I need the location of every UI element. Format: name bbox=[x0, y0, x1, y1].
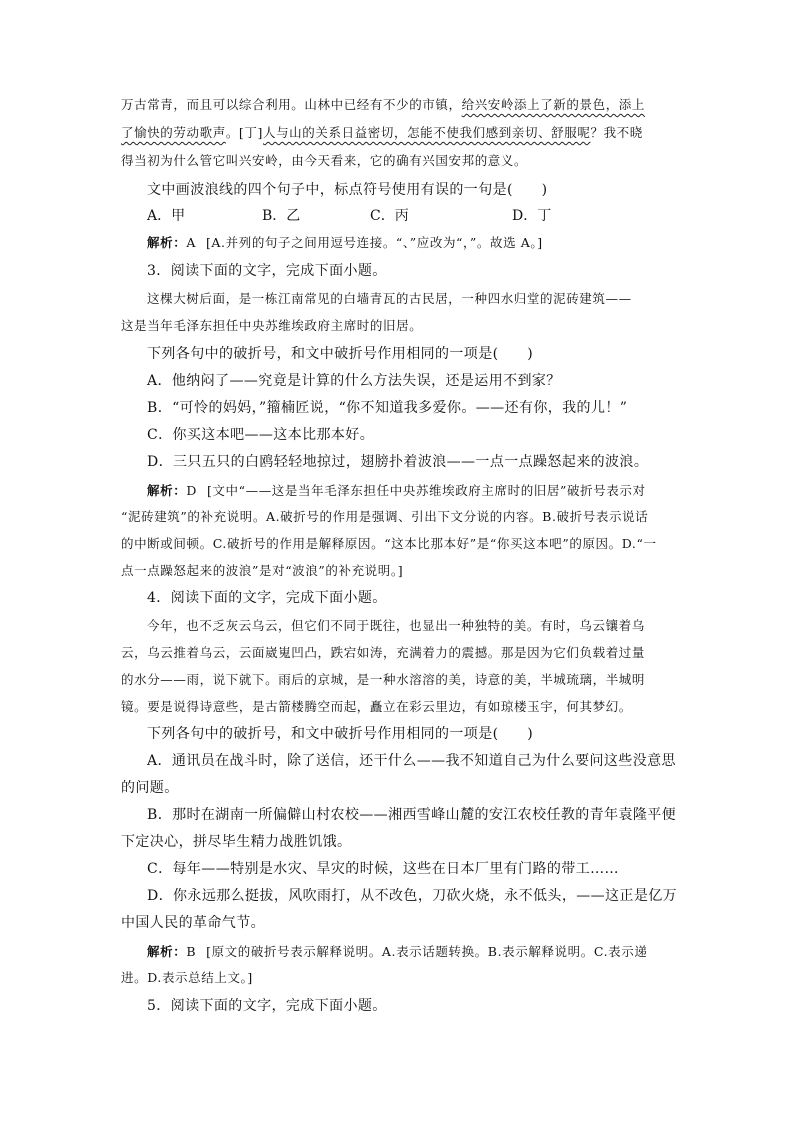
question-5-heading: 5．阅读下面的文字，完成下面小题。 bbox=[147, 998, 387, 1014]
q4-option-a-line-1: A．通讯员在战斗时，除了送信，还干什么——我不知道自己为什么要问这些没意思 bbox=[147, 753, 676, 769]
question-4-stem: 下列各句中的破折号，和文中破折号作用相同的一项是( ) bbox=[147, 726, 534, 742]
analysis-answer: B bbox=[186, 944, 197, 959]
passage-line-2 bbox=[121, 124, 643, 142]
passage-text: ？我不晓 bbox=[590, 125, 643, 140]
q2-option-c: C．丙 bbox=[370, 208, 409, 224]
q4-passage-line-4: 镜。要是说得诗意些，是古箭楼腾空而起，矗立在彩云里边，有如琼楼玉宇，何其梦幻。 bbox=[121, 699, 632, 714]
q3-passage-line-1: 这棵大树后面，是一栋江南常见的白墙青瓦的古民居，一种四水归堂的泥砖建筑—— bbox=[147, 291, 632, 306]
q3-option-a: A．他纳闷了——究竟是计算的什么方法失误，还是运用不到家？ bbox=[147, 373, 561, 389]
q4-passage-line-1: 今年，也不乏灰云乌云，但它们不同于既往，也显出一种独特的美。有时，乌云镶着乌 bbox=[147, 618, 645, 633]
passage-text: 。[丁] bbox=[225, 125, 263, 140]
question-3-stem: 下列各句中的破折号，和文中破折号作用相同的一项是( ) bbox=[147, 346, 534, 362]
analysis-label: 解析： bbox=[147, 235, 187, 250]
question-3-heading: 3．阅读下面的文字，完成下面小题。 bbox=[147, 263, 387, 279]
q4-option-b-line-2: 下定决心，拼尽毕生精力战胜饥饿。 bbox=[121, 834, 352, 850]
q4-passage-line-3: 的水分——雨，说下就下。雨后的京城，是一种水溶溶的美，诗意的美，半城琉璃，半城明 bbox=[121, 672, 646, 687]
q4-passage-line-2: 云，乌云推着乌云，云面崴嵬凹凸，跌宕如涛，充满着力的震撼。那是因为它们负载着过量 bbox=[121, 645, 646, 660]
q3-passage-line-2: 这是当年毛泽东担任中央苏维埃政府主席时的旧居。 bbox=[121, 318, 423, 333]
q3-option-d: D．三只五只的白鸥轻轻地掠过，翅膀扑着波浪——一点一点躁怒起来的波浪。 bbox=[147, 454, 649, 470]
question-4-heading: 4．阅读下面的文字，完成下面小题。 bbox=[147, 590, 387, 606]
q3-analysis-line-4: 点一点躁怒起来的波浪”是对“波浪”的补充说明。] bbox=[121, 563, 404, 578]
q3-option-b: B．“可怜的妈妈，”籀楠匠说，“你不知道我多爱你。——还有你，我的儿！” bbox=[147, 400, 628, 416]
analysis-text: [文中“——这是当年毛泽东担任中央苏维埃政府主席时的旧居”破折号表示对 bbox=[206, 483, 646, 498]
q3-option-c: C．你买这本吧——这本比那本好。 bbox=[147, 427, 375, 443]
q3-analysis-line-2: “泥砖建筑”的补充说明。A.破折号的作用是强调、引出下文分说的内容。B.破折号表示说话 bbox=[121, 509, 649, 524]
q2-analysis bbox=[147, 234, 543, 252]
passage-line-3: 得当初为什么管它叫兴安岭，由今天看来，它的确有兴国安邦的意义。 bbox=[121, 153, 528, 168]
q4-option-c: C．每年——特别是水灾、旱灾的时候，这些在日本厂里有门路的带工…… bbox=[147, 861, 619, 877]
wavy-underlined-sentence: 人与山的关系日益密切，怎能不使我们感到亲切、舒服呢 bbox=[262, 125, 591, 140]
q2-option-a: A．甲 bbox=[147, 208, 186, 224]
analysis-text: [原文的破折号表示解释说明。A.表示话题转换。B.表示解释说明。C.表示递 bbox=[206, 944, 648, 959]
q4-option-d-line-2: 中国人民的革命气节。 bbox=[121, 915, 265, 931]
q3-analysis-line-1 bbox=[147, 482, 646, 500]
q4-option-a-line-2: 的问题。 bbox=[121, 780, 179, 796]
passage-line-1 bbox=[121, 96, 645, 114]
analysis-label: 解析： bbox=[147, 483, 187, 498]
analysis-text: [A.并列的句子之间用逗号连接。“、”应改为“，”。故选 A。] bbox=[205, 235, 543, 250]
analysis-label: 解析： bbox=[147, 944, 187, 959]
q4-analysis-line-1 bbox=[147, 943, 647, 961]
q3-analysis-line-3: 的中断或间顿。C.破折号的作用是解释原因。“这本比那本好”是“你买这本吧”的原因。D.“一 bbox=[121, 536, 657, 551]
passage-text: 万古常青，而且可以综合利用。山林中已经有不少的市镇， bbox=[121, 97, 462, 112]
question-2-stem: 文中画波浪线的四个句子中，标点符号使用有误的一句是( ) bbox=[147, 182, 548, 198]
analysis-answer: A bbox=[186, 235, 196, 250]
wavy-underlined-sentence: 给兴安岭添上了新的景色，添上 bbox=[461, 97, 646, 112]
q4-option-d-line-1: D．你永远那么挺拔，风吹雨打，从不改色，刀砍火烧，永不低头，——这正是亿万 bbox=[147, 888, 678, 904]
q2-option-b: B．乙 bbox=[262, 208, 301, 224]
q4-analysis-line-2: 进。D.表示总结上文。] bbox=[121, 970, 253, 985]
analysis-answer: D bbox=[186, 483, 197, 498]
wavy-underlined-sentence: 了愉快的劳动歌声 bbox=[121, 125, 226, 140]
q4-option-b-line-1: B．那时在湖南一所偏僻山村农校——湘西雪峰山麓的安江农校任教的青年袁隆平便 bbox=[147, 807, 677, 823]
q2-option-d: D．丁 bbox=[512, 208, 552, 224]
